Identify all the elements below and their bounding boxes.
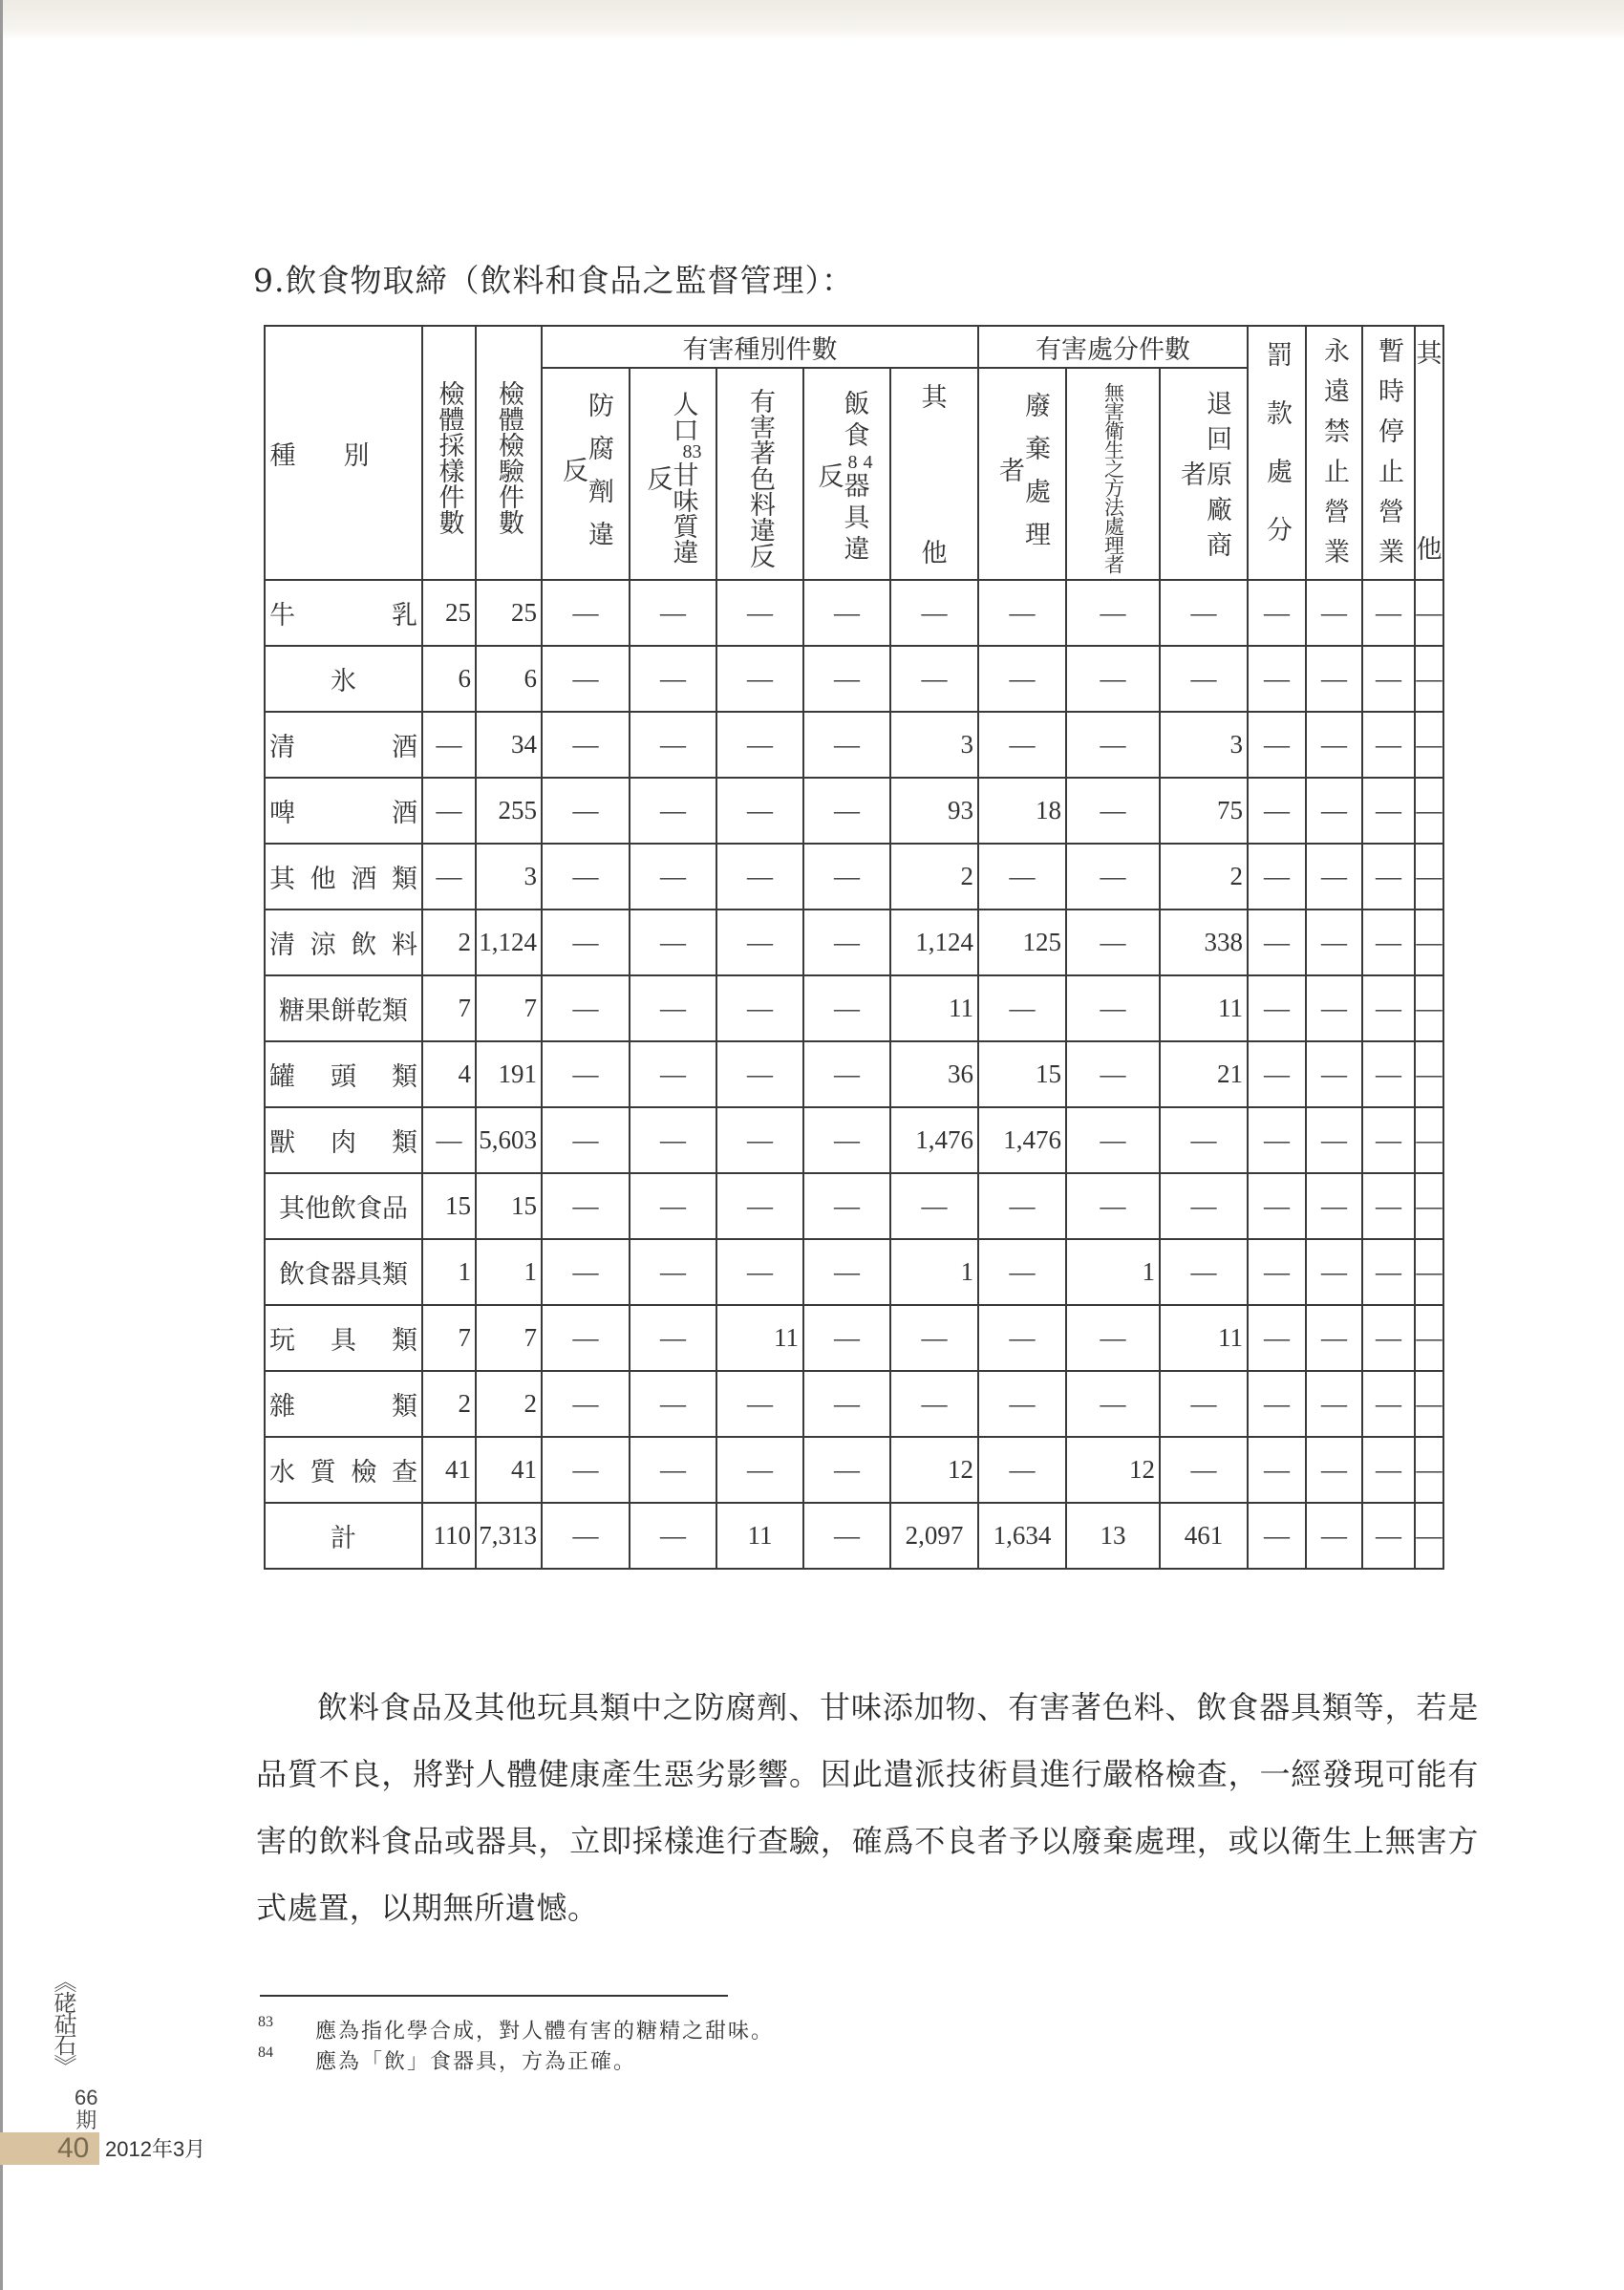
table-cell: —: [803, 712, 890, 778]
row-kind: 清 酒: [265, 712, 422, 778]
row-kind: 罐 頭 類: [265, 1041, 422, 1107]
table-cell: —: [890, 1305, 978, 1371]
table-cell: 2: [422, 1371, 476, 1437]
header-permanent-ban: 永遠禁止營業: [1306, 326, 1362, 580]
table-cell: 2: [422, 910, 476, 975]
header-harm-type-group: 有害種別件數: [542, 326, 978, 368]
table-cell: —: [1248, 1305, 1306, 1371]
table-cell: —: [890, 1371, 978, 1437]
table-cell: —: [803, 1107, 890, 1173]
table-cell: 3: [890, 712, 978, 778]
table-cell: —: [1306, 646, 1362, 712]
table-cell: —: [803, 1173, 890, 1239]
table-cell: —: [542, 1041, 630, 1107]
table-cell: —: [422, 778, 476, 844]
table-cell: 110: [422, 1503, 476, 1569]
table-cell: 25: [422, 580, 476, 646]
table-row: [265, 778, 1443, 844]
table-cell: —: [1415, 580, 1443, 646]
table-cell: —: [1306, 1173, 1362, 1239]
table-cell: —: [1306, 1041, 1362, 1107]
table-cell: 1,124: [476, 910, 542, 975]
table-cell: 75: [1160, 778, 1248, 844]
header-fine: 罰款處分: [1248, 326, 1306, 580]
table-cell: —: [542, 1107, 630, 1173]
table-cell: 11: [716, 1305, 803, 1371]
table-cell: 5,603: [476, 1107, 542, 1173]
table-cell: —: [1362, 580, 1415, 646]
table-cell: —: [1306, 580, 1362, 646]
table-cell: —: [1415, 1041, 1443, 1107]
table-cell: 2,097: [890, 1503, 978, 1569]
table-cell: —: [630, 646, 716, 712]
table-cell: 11: [1160, 975, 1248, 1041]
table-cell: —: [1248, 975, 1306, 1041]
table-cell: —: [1248, 1107, 1306, 1173]
table-cell: —: [890, 646, 978, 712]
table-cell: —: [1362, 712, 1415, 778]
table-cell: —: [1415, 975, 1443, 1041]
table-cell: —: [1066, 712, 1160, 778]
table-cell: 1,124: [890, 910, 978, 975]
table-cell: —: [422, 844, 476, 910]
table-cell: —: [542, 1371, 630, 1437]
table-cell: 13: [1066, 1503, 1160, 1569]
table-cell: —: [542, 1239, 630, 1305]
issue-date: 2012年3月: [105, 2137, 206, 2161]
table-cell: —: [1362, 1239, 1415, 1305]
row-kind: 水 質 檢 查: [265, 1437, 422, 1503]
table-cell: —: [1415, 712, 1443, 778]
table-cell: 15: [476, 1173, 542, 1239]
table-cell: —: [1160, 1437, 1248, 1503]
table-cell: —: [1306, 712, 1362, 778]
table-cell: —: [1362, 844, 1415, 910]
table-cell: —: [630, 1437, 716, 1503]
table-cell: —: [1306, 1305, 1362, 1371]
table-cell: 461: [1160, 1503, 1248, 1569]
table-cell: —: [1248, 1437, 1306, 1503]
table-row: [265, 1239, 1443, 1305]
table-cell: 11: [1160, 1305, 1248, 1371]
table-row: [265, 646, 1443, 712]
table-row: [265, 1107, 1443, 1173]
table-cell: —: [1160, 646, 1248, 712]
table-cell: —: [1306, 1107, 1362, 1173]
table-cell: —: [1066, 1305, 1160, 1371]
table-cell: —: [1066, 580, 1160, 646]
table-cell: —: [978, 1371, 1066, 1437]
table-cell: —: [1066, 1371, 1160, 1437]
table-cell: 7: [422, 1305, 476, 1371]
table-cell: 1: [1066, 1239, 1160, 1305]
table-cell: —: [803, 580, 890, 646]
table-cell: —: [630, 1041, 716, 1107]
table-cell: 34: [476, 712, 542, 778]
table-cell: —: [630, 712, 716, 778]
table-cell: —: [1362, 910, 1415, 975]
table-cell: —: [1066, 975, 1160, 1041]
table-cell: —: [1415, 1437, 1443, 1503]
table-row: [265, 910, 1443, 975]
body-paragraph: 飲料食品及其他玩具類中之防腐劑、甘味添加物、有害著色料、飲食器具類等，若是品質不良，將對人體健康產生惡劣影響。因此遣派技術員進行嚴格檢查，一經發現可能有害的飲料食品或器具，立即採樣進行查驗，確爲不良者予以廢棄處理，或以衛生上無害方式處置，以期無所遺憾。: [256, 1689, 1479, 1926]
table-cell: —: [716, 844, 803, 910]
table-cell: —: [542, 712, 630, 778]
table-cell: —: [630, 1239, 716, 1305]
table-cell: 1,634: [978, 1503, 1066, 1569]
table-cell: —: [803, 778, 890, 844]
table-cell: 1: [890, 1239, 978, 1305]
table-cell: 18: [978, 778, 1066, 844]
table-cell: —: [1415, 1173, 1443, 1239]
table-cell: 12: [890, 1437, 978, 1503]
table-cell: 1,476: [978, 1107, 1066, 1173]
table-cell: 2: [890, 844, 978, 910]
table-cell: —: [1248, 778, 1306, 844]
table-cell: —: [630, 1173, 716, 1239]
table-cell: —: [803, 910, 890, 975]
food-inspection-table: [264, 325, 1444, 1570]
table-cell: —: [716, 1437, 803, 1503]
table-cell: —: [803, 1239, 890, 1305]
table-cell: —: [1415, 1371, 1443, 1437]
table-cell: —: [630, 1305, 716, 1371]
table-row: [265, 1437, 1443, 1503]
table-cell: —: [803, 1371, 890, 1437]
table-cell: 2: [1160, 844, 1248, 910]
scan-top-shade: [0, 0, 1624, 40]
table-cell: —: [1248, 910, 1306, 975]
table-cell: —: [1248, 646, 1306, 712]
table-cell: —: [1066, 778, 1160, 844]
row-kind: 雜 類: [265, 1371, 422, 1437]
table-cell: —: [1248, 712, 1306, 778]
table-cell: —: [1066, 910, 1160, 975]
row-kind: 其 他 酒 類: [265, 844, 422, 910]
table-cell: 338: [1160, 910, 1248, 975]
row-kind: 飲食器具類: [265, 1239, 422, 1305]
table-cell: 4: [422, 1041, 476, 1107]
row-kind: 玩 具 類: [265, 1305, 422, 1371]
table-cell: 3: [1160, 712, 1248, 778]
table-cell: —: [1415, 1239, 1443, 1305]
table-cell: —: [542, 1173, 630, 1239]
table-cell: —: [716, 580, 803, 646]
table-cell: —: [1248, 1503, 1306, 1569]
table-cell: 21: [1160, 1041, 1248, 1107]
table-row: [265, 1305, 1443, 1371]
table-cell: —: [1248, 1173, 1306, 1239]
table-cell: —: [1306, 910, 1362, 975]
table-cell: —: [1160, 580, 1248, 646]
table-cell: —: [978, 1239, 1066, 1305]
header-kind: 種別: [265, 326, 422, 580]
table-cell: —: [716, 1173, 803, 1239]
table-cell: —: [1248, 580, 1306, 646]
header-temp-suspend: 暫時停止營業: [1362, 326, 1415, 580]
table-cell: —: [1362, 1503, 1415, 1569]
table-cell: —: [1362, 1041, 1415, 1107]
table-cell: —: [1306, 1437, 1362, 1503]
table-cell: —: [1306, 844, 1362, 910]
table-cell: —: [542, 975, 630, 1041]
page-edge: [0, 0, 3, 2290]
table-cell: 25: [476, 580, 542, 646]
row-kind: 糖果餅乾類: [265, 975, 422, 1041]
row-kind: 清 涼 飲 料: [265, 910, 422, 975]
header-other: 其 他: [1415, 326, 1443, 580]
table-cell: —: [1362, 1107, 1415, 1173]
table-row: [265, 712, 1443, 778]
total-row: [265, 1503, 1443, 1569]
footnote-83: 83 應為指化學合成，對人體有害的糖精之甜味。: [258, 2014, 775, 2044]
table-cell: —: [1415, 1503, 1443, 1569]
table-cell: —: [1160, 1107, 1248, 1173]
page-number: 40: [57, 2132, 90, 2164]
table-cell: —: [542, 580, 630, 646]
table-cell: 6: [476, 646, 542, 712]
table-cell: —: [1362, 1437, 1415, 1503]
table-cell: —: [1160, 1371, 1248, 1437]
row-kind: 氷: [265, 646, 422, 712]
table-cell: —: [542, 646, 630, 712]
table-cell: —: [1362, 1371, 1415, 1437]
row-kind: 牛 乳: [265, 580, 422, 646]
table-cell: 125: [978, 910, 1066, 975]
table-cell: —: [630, 1371, 716, 1437]
table-cell: —: [978, 844, 1066, 910]
row-kind: 啤 酒: [265, 778, 422, 844]
table-cell: 6: [422, 646, 476, 712]
table-cell: —: [978, 1173, 1066, 1239]
header-sanitary-treated: 無害衛生之方法處理者: [1066, 368, 1160, 580]
table-cell: —: [542, 1437, 630, 1503]
table-cell: —: [630, 844, 716, 910]
table-cell: 7: [476, 975, 542, 1041]
header-disposed: 廢棄處理者: [978, 368, 1066, 580]
footnotes: [258, 2014, 774, 2075]
table-cell: —: [716, 712, 803, 778]
table-cell: 93: [890, 778, 978, 844]
table-cell: —: [630, 778, 716, 844]
table-cell: —: [630, 1503, 716, 1569]
table-cell: —: [803, 844, 890, 910]
table-cell: 1: [476, 1239, 542, 1305]
table-cell: —: [716, 1107, 803, 1173]
table-cell: 36: [890, 1041, 978, 1107]
footnote-rule: [260, 1995, 728, 1997]
table-cell: 7,313: [476, 1503, 542, 1569]
table-cell: —: [1248, 844, 1306, 910]
table-cell: —: [978, 975, 1066, 1041]
table-cell: —: [1306, 1239, 1362, 1305]
table-cell: 191: [476, 1041, 542, 1107]
table-cell: —: [542, 778, 630, 844]
table-cell: —: [542, 1503, 630, 1569]
table-cell: —: [1415, 844, 1443, 910]
table-cell: —: [1415, 910, 1443, 975]
table-cell: —: [1066, 646, 1160, 712]
magazine-title: 《硓𥑮石》: [50, 1970, 76, 2075]
table-cell: 1,476: [890, 1107, 978, 1173]
table-cell: 3: [476, 844, 542, 910]
table-row: [265, 1041, 1443, 1107]
table-cell: —: [1362, 1173, 1415, 1239]
table-cell: 7: [422, 975, 476, 1041]
table-cell: —: [716, 975, 803, 1041]
header-food-utensil: 飯食84器具違反: [803, 368, 890, 580]
table-cell: —: [1248, 1371, 1306, 1437]
table-cell: 15: [422, 1173, 476, 1239]
header-preservative: 防腐劑違反: [542, 368, 630, 580]
table-cell: —: [978, 712, 1066, 778]
table-cell: —: [716, 1041, 803, 1107]
header-disposal-group: 有害處分件數: [978, 326, 1248, 368]
table-cell: —: [630, 1107, 716, 1173]
table-cell: —: [1066, 1173, 1160, 1239]
table-cell: —: [1160, 1239, 1248, 1305]
table-cell: —: [716, 1371, 803, 1437]
table-cell: —: [1306, 1371, 1362, 1437]
table-cell: —: [1362, 778, 1415, 844]
row-kind: 獸 肉 類: [265, 1107, 422, 1173]
magazine-issue: 66 期: [75, 2086, 98, 2132]
section-title: 9.飲食物取締（飲料和食品之監督管理）：: [253, 262, 854, 299]
table-cell: 41: [476, 1437, 542, 1503]
footnote-84: 84 應為「飲」食器具，方為正確。: [258, 2044, 637, 2074]
header-harmful-colorant: 有害著色料違反: [716, 368, 803, 580]
table-cell: —: [630, 580, 716, 646]
table-cell: —: [422, 1107, 476, 1173]
table-cell: —: [630, 975, 716, 1041]
table-cell: —: [1160, 1173, 1248, 1239]
table-cell: —: [978, 1437, 1066, 1503]
table-row: [265, 580, 1443, 646]
table-cell: —: [1362, 975, 1415, 1041]
table-cell: —: [803, 646, 890, 712]
table-cell: —: [1248, 1239, 1306, 1305]
row-kind: 計: [265, 1503, 422, 1569]
row-kind: 其他飲食品: [265, 1173, 422, 1239]
table-cell: 11: [890, 975, 978, 1041]
table-row: [265, 844, 1443, 910]
table-cell: —: [1306, 778, 1362, 844]
table-cell: —: [803, 1503, 890, 1569]
table-row: [265, 1371, 1443, 1437]
table-row: [265, 1173, 1443, 1239]
table-cell: 2: [476, 1371, 542, 1437]
header-returned: 退回原廠商者: [1160, 368, 1248, 580]
table-cell: —: [1415, 646, 1443, 712]
table-cell: —: [978, 580, 1066, 646]
table-cell: —: [890, 1173, 978, 1239]
table-cell: —: [542, 1305, 630, 1371]
table-cell: —: [1306, 1503, 1362, 1569]
table-cell: —: [1248, 1041, 1306, 1107]
table-cell: —: [1415, 1107, 1443, 1173]
header-artificial-sweetener: 人口83甘味質違反: [630, 368, 716, 580]
table-cell: —: [542, 910, 630, 975]
table-cell: —: [1415, 778, 1443, 844]
table-cell: —: [422, 712, 476, 778]
table-cell: —: [1415, 1305, 1443, 1371]
table-cell: —: [803, 1041, 890, 1107]
table-cell: —: [716, 910, 803, 975]
table-row: [265, 975, 1443, 1041]
table-cell: 15: [978, 1041, 1066, 1107]
table-cell: —: [1066, 1107, 1160, 1173]
table-cell: —: [716, 646, 803, 712]
table-cell: 12: [1066, 1437, 1160, 1503]
table-cell: —: [630, 910, 716, 975]
table-cell: —: [542, 844, 630, 910]
table-cell: —: [803, 975, 890, 1041]
table-cell: —: [1362, 646, 1415, 712]
header-harm-other: 其 他: [890, 368, 978, 580]
table-cell: —: [803, 1305, 890, 1371]
table-cell: —: [890, 580, 978, 646]
table-cell: —: [1066, 1041, 1160, 1107]
table-cell: —: [1362, 1305, 1415, 1371]
table-cell: —: [1066, 844, 1160, 910]
table-cell: —: [716, 778, 803, 844]
table-cell: 11: [716, 1503, 803, 1569]
table-cell: 41: [422, 1437, 476, 1503]
table-cell: 255: [476, 778, 542, 844]
header-sampled: 檢體採樣件數: [422, 326, 476, 580]
table-cell: —: [803, 1437, 890, 1503]
table-cell: —: [978, 646, 1066, 712]
table-cell: 1: [422, 1239, 476, 1305]
table-cell: 7: [476, 1305, 542, 1371]
header-inspected: 檢體檢驗件數: [476, 326, 542, 580]
table-cell: —: [716, 1239, 803, 1305]
table-cell: —: [1306, 975, 1362, 1041]
table-cell: —: [978, 1305, 1066, 1371]
